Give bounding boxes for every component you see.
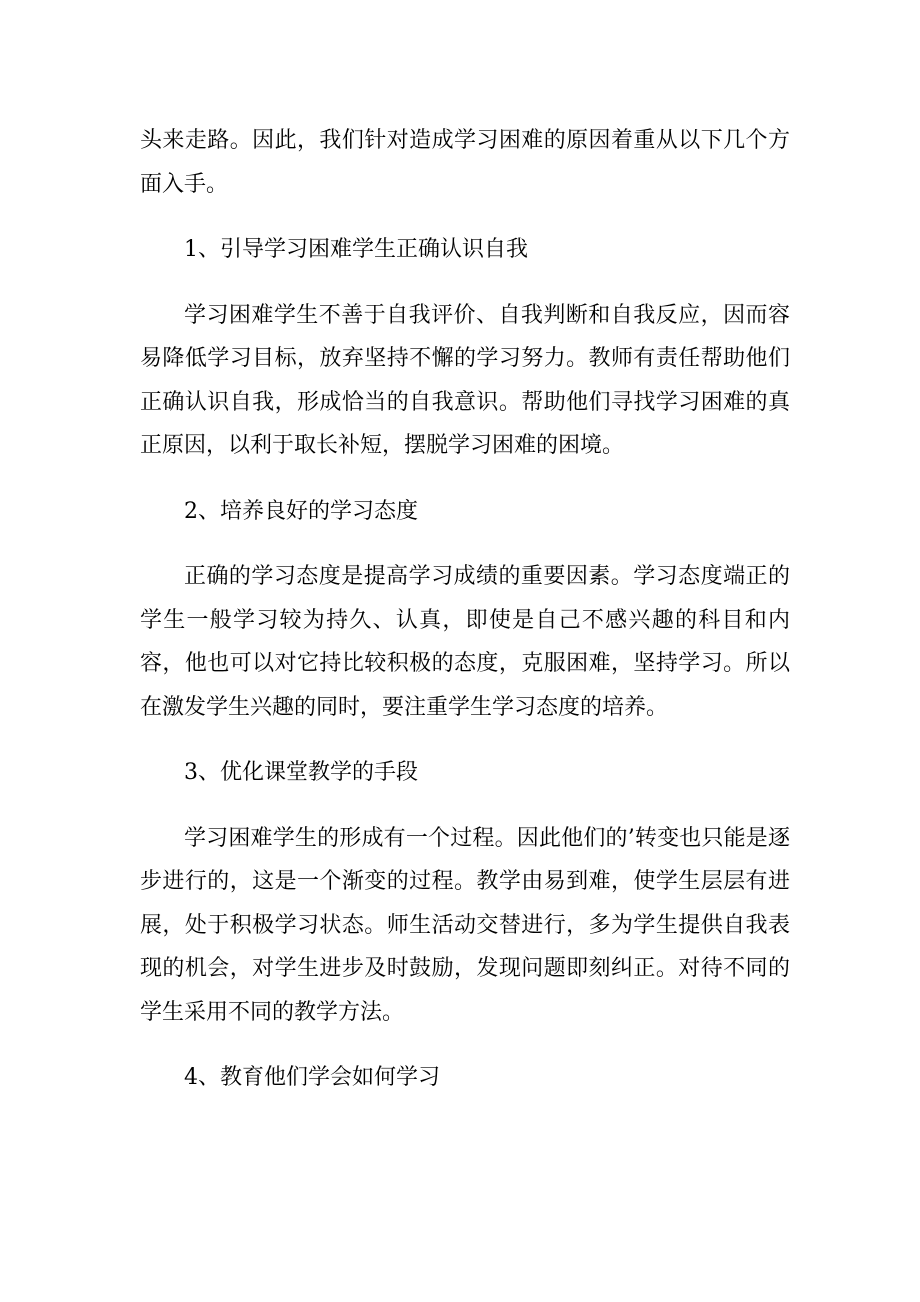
section-heading-4: 4、教育他们学会如何学习 [184,1065,440,1090]
paragraph-classroom-teaching: 学习困难学生的形成有一个过程。因此他们的’转变也只能是逐步进行的，这是一个渐变的过程。教学由易到难，使学生层层有进展，处于积极学习状态。师生活动交替进行，多为学生提供自我表现的机会，对学生进步及时鼓励，发现问题即刻纠正。对待不同的学生采用不同的教学方法。 [140,825,790,1025]
paragraph-learning-attitude: 正确的学习态度是提高学习成绩的重要因素。学习态度端正的学生一般学习较为持久、认真，即使是自己不感兴趣的科目和内容，他也可以对它持比较积极的态度，克服困难，坚持学习。所以在激发学生兴趣的同时，要注重学生学习态度的培养。 [140,564,790,720]
paragraph-self-awareness: 学习困难学生不善于自我评价、自我判断和自我反应，因而容易降低学习目标，放弃坚持不懈的学习努力。教师有责任帮助他们正确认识自我，形成恰当的自我意识。帮助他们寻找学习困难的真正原因，以利于取长补短，摆脱学习困难的困境。 [140,302,790,458]
paragraph-continuation: 头来走路。因此，我们针对造成学习困难的原因着重从以下几个方面入手。 [140,128,790,197]
section-heading-2: 2、培养良好的学习态度 [184,498,418,524]
section-heading-3: 3、优化课堂教学的手段 [184,760,418,785]
section-heading-1: 1、引导学习困难学生正确认识自我 [184,237,528,262]
